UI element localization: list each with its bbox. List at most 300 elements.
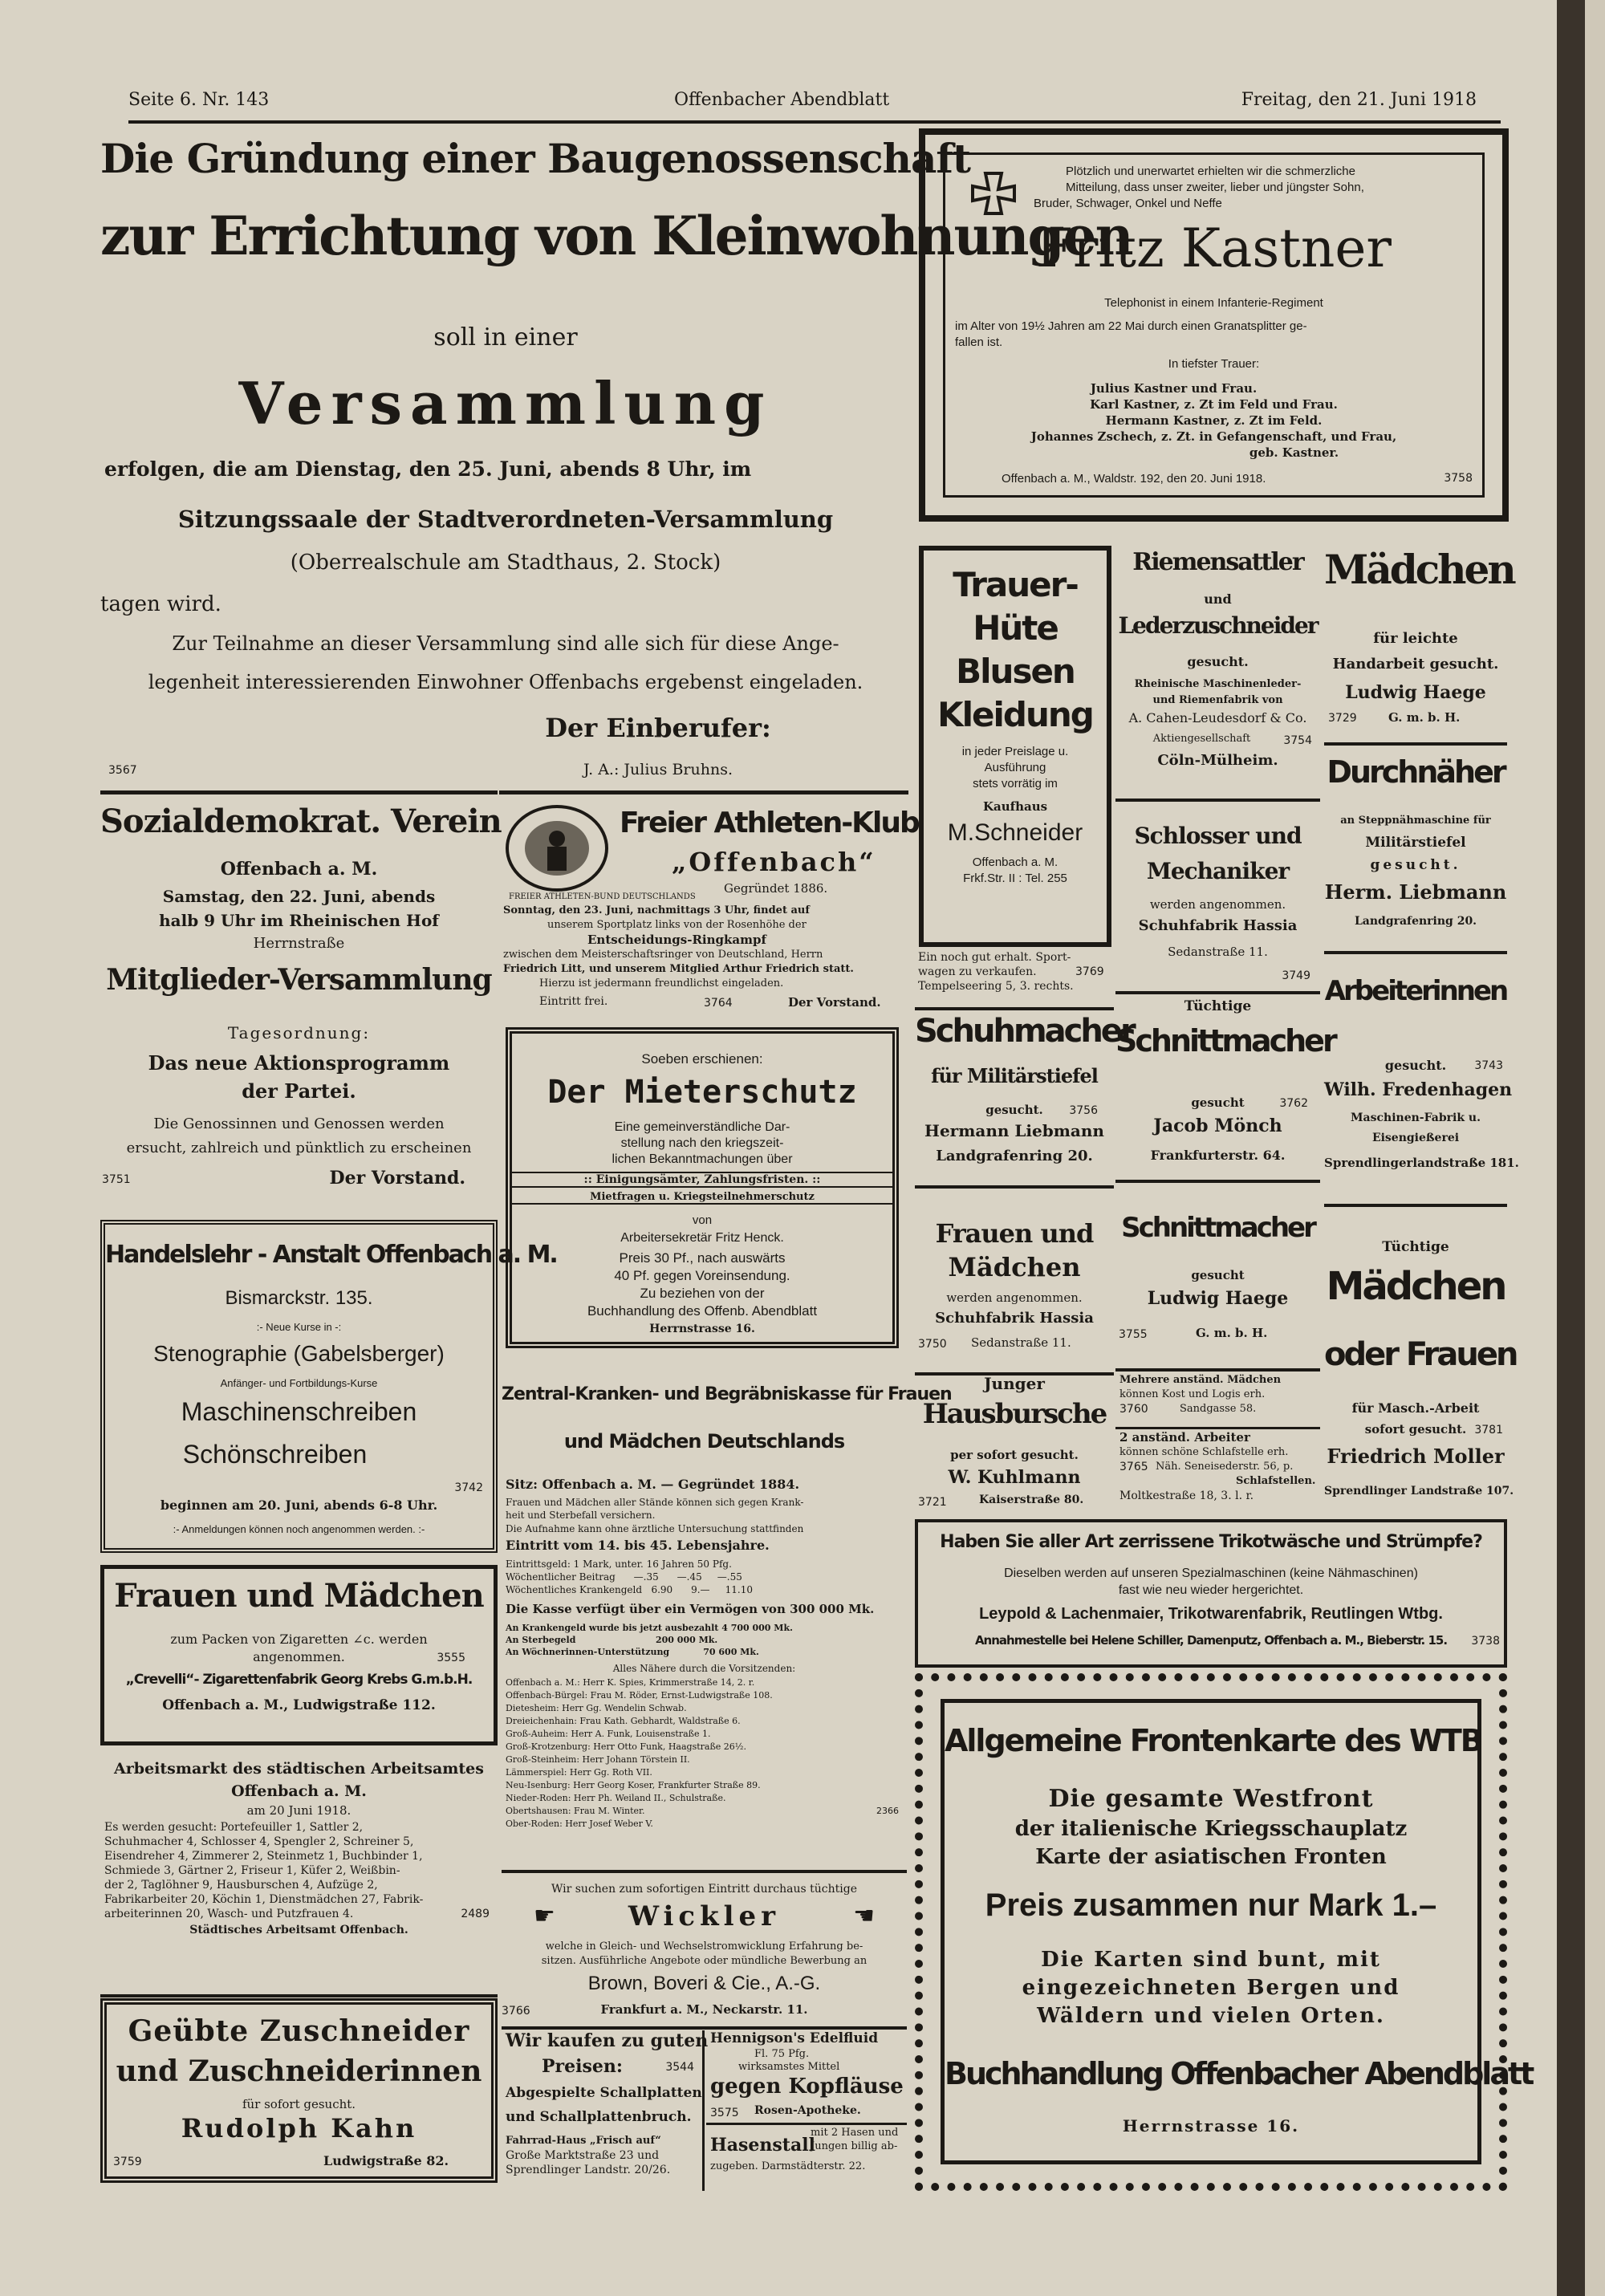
trikot-l2: fast wie neu wieder hergerichtet. — [1118, 1583, 1304, 1597]
zentral-v12: Ober-Roden: Herr Josef Weber V. — [506, 1819, 653, 1829]
schnitt2-t1: Schnittmacher — [1121, 1212, 1314, 1244]
zusch-t1: Geübte Zuschneider — [128, 2014, 470, 2048]
schlosser-t3: werden angenommen. — [1149, 897, 1286, 912]
zentral-v4: Dreieichenhain: Frau Kath. Gebhardt, Waldstraße 6. — [506, 1716, 741, 1726]
header-newspaper-name: Offenbacher Abendblatt — [674, 90, 890, 110]
schuh-t1: Schuhmacher — [915, 1013, 1134, 1050]
sport-l3: Tempelseering 5, 3. rechts. — [918, 980, 1074, 993]
zentral-v3: Dietesheim: Herr Gg. Wendelin Schwab. — [506, 1703, 687, 1713]
riemen-number: 3754 — [1283, 734, 1312, 747]
main-line9: Zur Teilnahme an dieser Versammlung sind alle sich für diese Ange- — [172, 632, 839, 655]
obit-place: Offenbach a. M., Waldstr. 192, den 20. Juni 1918. — [1002, 472, 1266, 486]
zusch-addr: Ludwigstraße 82. — [323, 2153, 449, 2168]
fm1-name: Schuhfabrik Hassia — [935, 1310, 1094, 1327]
main-line1: Die Gründung einer Baugenossenschaft — [100, 135, 970, 182]
platten-l3: Abgespielte Schallplatten — [506, 2085, 702, 2101]
schnittmacher2-ad — [1115, 1196, 1320, 1372]
zentral-number: 2366 — [876, 1806, 899, 1816]
riemen-c3: A. Cahen-Leudesdorf & Co. — [1128, 710, 1307, 725]
haus-t0: Junger — [984, 1374, 1045, 1393]
durch-t3: Militärstiefel — [1365, 835, 1466, 851]
trauer-hute-ad — [919, 546, 1111, 947]
mof-addr: Sprendlinger Landstraße 107. — [1324, 1485, 1514, 1497]
arbeit-addr: Sprendlingerlandstraße 181. — [1324, 1156, 1519, 1170]
zentral-v10: Nieder-Roden: Herr Ph. Weiland II., Schulstraße. — [506, 1793, 726, 1803]
arbeit-c1: Maschinen-Fabrik u. — [1351, 1111, 1481, 1124]
mehrere-maedchen-ad — [1115, 1372, 1320, 1429]
athleten-title: Freier Athleten-Klub — [620, 807, 919, 839]
zentral-v5: Groß-Auheim: Herr A. Funk, Louisenstraße 1. — [506, 1729, 711, 1739]
riemen-t1: Riemensattler — [1132, 548, 1303, 576]
riemen-t3: Lederzuschneider — [1118, 612, 1318, 639]
mehr-l3: Sandgasse 58. — [1180, 1403, 1257, 1415]
mof-name: Friedrich Moller — [1327, 1445, 1505, 1468]
riemensattler-ad — [1115, 542, 1320, 802]
fm2-t1: Frauen und Mädchen — [114, 1577, 484, 1615]
durch-t1: Durchnäher — [1327, 754, 1505, 790]
platten-l1: Wir kaufen zu guten — [506, 2030, 709, 2051]
kopflaeuse-ad — [706, 2030, 907, 2125]
zentral-v11: Obertshausen: Frau M. Winter. — [506, 1806, 645, 1816]
durch-t2: an Steppnähmaschine für — [1340, 815, 1491, 827]
athleten-seal-text: FREIER ATHLETEN-BUND DEUTSCHLANDS — [509, 892, 696, 901]
fm2-addr: Offenbach a. M., Ludwigstraße 112. — [162, 1697, 436, 1713]
schlosser-t2: Mechaniker — [1146, 858, 1290, 884]
frontenkarte-inner-frame — [941, 1699, 1533, 2164]
sozial-date2: halb 9 Uhr im Rheinischen Hof — [159, 911, 439, 930]
platten-l4: und Schallplattenbruch. — [506, 2109, 692, 2125]
athleten-l6: Hierzu ist jedermann freundlichst eingeladen. — [539, 977, 784, 990]
mehr-l1: Mehrere anständ. Mädchen — [1119, 1374, 1282, 1386]
trikot-annahme: Annahmestelle bei Helene Schiller, Damenputz, Offenbach a. M., Bieberstr. 15. — [974, 1633, 1448, 1648]
schuh-number: 3756 — [1069, 1104, 1098, 1117]
schlosser-addr: Sedanstraße 11. — [1168, 945, 1268, 959]
sozial-city: Offenbach a. M. — [220, 859, 378, 880]
sportwagen-ad — [915, 951, 1114, 1010]
main-line6: Sitzungssaale der Stadtverordneten-Versammlung — [177, 506, 834, 533]
markt-title: Arbeitsmarkt des städtischen Arbeitsamtes — [114, 1760, 484, 1778]
kopf-l5: Rosen-Apotheke. — [754, 2104, 861, 2117]
fm1-t1: Frauen und — [935, 1218, 1094, 1249]
wickler-ad — [502, 1878, 907, 2030]
obit-mourn: In tiefster Trauer: — [1168, 357, 1260, 371]
sozial-signature: Der Vorstand. — [329, 1168, 465, 1189]
mieter-author: Arbeitersekretär Fritz Henck. — [620, 1231, 784, 1245]
zentral-l3: Die Aufnahme kann ohne ärztliche Untersuchung stattfinden — [506, 1523, 804, 1534]
header-date: Freitag, den 21. Juni 1918 — [1241, 90, 1477, 110]
sozial-title: Sozialdemokrat. Verein — [100, 803, 502, 840]
haus-t2: per sofort gesucht. — [950, 1448, 1079, 1462]
schnitt1-number: 3762 — [1279, 1097, 1308, 1110]
arbeit-t2: gesucht. — [1384, 1058, 1447, 1073]
mof-t1: Mädchen — [1326, 1264, 1505, 1309]
obit-intro2: Mitteilung, dass unser zweiter, lieber und jüngster Sohn, — [1066, 181, 1364, 194]
schlosser-name: Schuhfabrik Hassia — [1138, 917, 1298, 934]
zentral-l4: Eintritt vom 14. bis 45. Lebensjahre. — [506, 1538, 770, 1553]
zuschneider-ad — [100, 1998, 498, 2183]
trauer-city: Offenbach a. M. — [972, 855, 1058, 869]
durch-t4: gesucht. — [1370, 857, 1461, 873]
zentral-a1: An Krankengeld wurde bis jetzt ausbezahlt 4 700 000 Mk. — [506, 1623, 793, 1633]
schlosser-ad — [1115, 807, 1320, 994]
mieter-p2: 40 Pf. gegen Voreinsendung. — [614, 1268, 790, 1283]
wickler-city: Frankfurt a. M., Neckarstr. 11. — [600, 2002, 808, 2017]
mof-t2: oder Frauen — [1324, 1336, 1517, 1373]
handel-begin: beginnen am 20. Juni, abends 6-8 Uhr. — [160, 1497, 438, 1513]
main-line8: tagen wird. — [100, 592, 221, 616]
main-line3: soll in einer — [433, 323, 578, 352]
trauer-addr: Frkf.Str. II : Tel. 255 — [963, 872, 1067, 885]
zentral-t2: und Mädchen Deutschlands — [563, 1430, 845, 1453]
riemen-c4: Aktiengesellschaft — [1152, 733, 1251, 745]
zentral-v6: Groß-Krotzenburg: Herr Otto Funk, Haagstraße 26½. — [506, 1741, 746, 1752]
riemen-t2: und — [1204, 591, 1232, 607]
fm1-number: 3750 — [918, 1338, 947, 1351]
trikot-l1: Dieselben werden auf unseren Spezialmaschinen (keine Nähmaschinen) — [1004, 1567, 1418, 1580]
mieter-d1: Eine gemeinverständliche Dar- — [614, 1120, 790, 1134]
schlaf-l5: Moltkestraße 18, 3. l. r. — [1119, 1489, 1254, 1502]
trikot-t1: Haben Sie aller Art zerrissene Trikotwäsche und Strümpfe? — [940, 1532, 1482, 1552]
hasen-t: Hasenstall — [710, 2135, 815, 2156]
trauer-s1: in jeder Preislage u. — [961, 745, 1069, 758]
sport-l1: Ein noch gut erhalt. Sport- — [918, 951, 1071, 964]
maed1-t3: Handarbeit gesucht. — [1332, 656, 1499, 673]
durchnaeher-ad — [1324, 750, 1507, 954]
hasen-l1: mit 2 Hasen und — [811, 2127, 899, 2139]
sozial-note1: Die Genossinnen und Genossen werden — [153, 1115, 445, 1132]
obit-number: 3758 — [1444, 472, 1473, 485]
markt-l1: Es werden gesucht: Portefeuiller 1, Sattler 2, — [104, 1821, 364, 1834]
arbeit-t1: Arbeiterinnen — [1324, 975, 1507, 1007]
maed1-number: 3729 — [1328, 712, 1357, 725]
trauer-s3: stets vorrätig im — [973, 777, 1058, 790]
athleten-l4: zwischen dem Meisterschaftsringer von Deutschland, Herrn — [503, 949, 823, 961]
sport-number: 3769 — [1075, 965, 1104, 978]
schnitt1-name: Jacob Mönch — [1153, 1115, 1282, 1136]
schnitt1-t1: Schnittmacher — [1115, 1023, 1335, 1059]
wickler-l1: Wir suchen zum sofortigen Eintritt durchaus tüchtige — [551, 1883, 857, 1896]
sozial-date1: Samstag, den 22. Juni, abends — [162, 887, 436, 906]
haus-t1: Hausbursche — [922, 1398, 1107, 1430]
fm1-t3: werden angenommen. — [946, 1290, 1083, 1305]
zentral-sitz: Sitz: Offenbach a. M. — Gegründet 1884. — [506, 1477, 800, 1492]
schlafstellen-ad — [1115, 1430, 1320, 1510]
front-l3: Karte der asiatischen Fronten — [1035, 1845, 1387, 1869]
athleten-l5: Friedrich Litt, und unserem Mitglied Arthur Friedrich statt. — [503, 963, 854, 975]
main-line2: zur Errichtung von Kleinwohnungen — [100, 205, 1132, 267]
obituary-inner-frame — [943, 152, 1485, 498]
header-rule — [128, 120, 1501, 124]
zentral-v9: Neu-Isenburg: Herr Georg Koser, Frankfurter Straße 89. — [506, 1780, 761, 1790]
athleten-number: 3764 — [704, 997, 733, 1010]
trikot-ad — [915, 1519, 1507, 1668]
zentral-t1: Zentral-Kranken- und Begräbniskasse für Frauen — [502, 1384, 952, 1404]
schuhmacher-ad — [915, 1013, 1134, 1189]
trauer-t3: Blusen — [956, 652, 1075, 691]
sozial-item2: der Partei. — [242, 1079, 356, 1103]
adjacent-page-edge — [1585, 0, 1605, 2296]
hasen-l2: Jungen billig ab- — [811, 2140, 898, 2152]
zentral-n: Alles Nähere durch die Vorsitzenden: — [612, 1663, 796, 1674]
kopf-l4: gegen Kopfläuse — [710, 2075, 904, 2099]
zentral-f3: Wöchentliches Krankengeld 6.90 9.— 11.10 — [506, 1584, 753, 1595]
obit-name: Fritz Kastner — [1036, 217, 1392, 279]
main-ad-number: 3567 — [108, 764, 137, 777]
athleten-l3: Entscheidungs-Ringkampf — [587, 933, 766, 947]
riemen-c2: und Riemenfabrik von — [1152, 694, 1283, 706]
obit-m4: Johannes Zschech, z. Zt. in Gefangenschaft, und Frau, — [1030, 429, 1397, 444]
schlaf-number: 3765 — [1119, 1461, 1148, 1473]
athleten-seal-icon — [503, 803, 612, 895]
schallplatten-ad — [502, 2030, 709, 2191]
handel-steno: Stenographie (Gabelsberger) — [153, 1341, 445, 1366]
markt-sig: Städtisches Arbeitsamt Offenbach. — [189, 1924, 408, 1936]
athleten-l2: unserem Sportplatz links von der Rosenhöhe der — [547, 919, 807, 931]
schlaf-l2: können schöne Schlafstelle erh. — [1119, 1446, 1289, 1458]
zusch-t2: und Zuschneiderinnen — [116, 2054, 482, 2088]
kopf-l1: Hennigson's Edelfluid — [710, 2030, 879, 2046]
riemen-t4: gesucht. — [1187, 654, 1249, 669]
mieterschutz-ad — [506, 1027, 899, 1348]
hasenstall-ad — [706, 2127, 907, 2183]
platten-l5: Fahrrad-Haus „Frisch auf“ — [506, 2135, 661, 2147]
wickler-l2: welche in Gleich- und Wechselstromwicklung Erfahrung be- — [545, 1940, 863, 1953]
markt-l5: der 2, Taglöhner 9, Hausburschen 4, Aufzüge 2, — [104, 1879, 378, 1892]
zentral-v7: Groß-Steinheim: Herr Johann Törstein II. — [506, 1754, 690, 1765]
trikot-firm: Leypold & Lachenmaier, Trikotwarenfabrik, Reutlingen Wtbg. — [979, 1605, 1443, 1623]
front-c2: eingezeichneten Bergen und — [1022, 1976, 1400, 2000]
zentral-l1: Frauen und Mädchen aller Stände können sich gegen Krank- — [506, 1497, 804, 1508]
obit-m5: geb. Kastner. — [1249, 445, 1339, 460]
hand-right-icon: ☚ — [853, 1902, 875, 1930]
platten-l6: Große Marktstraße 23 und — [506, 2149, 660, 2162]
main-line5: erfolgen, die am Dienstag, den 25. Juni, abends 8 Uhr, im — [104, 457, 752, 481]
kopf-l3: wirksamstes Mittel — [738, 2061, 840, 2073]
riemen-c1: Rheinische Maschinenleder- — [1134, 678, 1302, 690]
obit-intro3: Bruder, Schwager, Onkel und Neffe — [1034, 197, 1222, 210]
obituary-ad — [919, 128, 1509, 522]
trauer-t4: Kleidung — [937, 695, 1093, 734]
wickler-l3: sitzen. Ausführliche Angebote oder mündliche Bewerbung an — [541, 1955, 868, 1967]
schnitt1-addr: Frankfurterstr. 64. — [1150, 1148, 1286, 1163]
mieter-b2: Mietfragen u. Kriegsteilnehmerschutz — [512, 1191, 892, 1205]
handel-number: 3742 — [454, 1481, 483, 1494]
kopf-l2: Fl. 75 Pfg. — [754, 2048, 810, 2060]
mof-t0: Tüchtige — [1382, 1239, 1449, 1255]
fm1-t2: Mädchen — [948, 1252, 1081, 1282]
schuh-t2: für Militärstiefel — [931, 1064, 1098, 1087]
schnitt1-t0: Tüchtige — [1184, 998, 1252, 1014]
kopf-number: 3575 — [710, 2107, 739, 2119]
schlosser-t1: Schlosser und — [1134, 823, 1302, 849]
markt-l3: Eisendreher 4, Zimmerer 2, Steinmetz 1, Buchbinder 1, — [104, 1850, 423, 1863]
markt-l4: Schmiede 3, Gärtner 2, Friseur 1, Küfer 2, Weißbin- — [104, 1864, 400, 1877]
schlaf-l4: Schlafstellen. — [1236, 1475, 1316, 1487]
hand-left-icon: ☛ — [534, 1902, 555, 1930]
trauer-t2: Hüte — [973, 608, 1058, 648]
haus-name: W. Kuhlmann — [948, 1467, 1081, 1488]
mieter-top: Soeben erschienen: — [641, 1051, 763, 1067]
main-line4: Versammlung — [238, 369, 773, 437]
zusch-t3: für sofort gesucht. — [242, 2097, 356, 2111]
mieter-von: von — [692, 1213, 713, 1227]
maed1-t2: für leichte — [1373, 630, 1458, 647]
schuh-addr: Landgrafenring 20. — [936, 1148, 1093, 1164]
schnitt2-co: G. m. b. H. — [1196, 1326, 1268, 1340]
maedchen-handarbeit-ad — [1324, 542, 1514, 746]
maedchen-oder-frauen-ad — [1324, 1220, 1517, 1509]
mieter-d2: stellung nach den kriegszeit- — [620, 1136, 784, 1150]
maed1-name: Ludwig Haege — [1345, 682, 1486, 703]
zentral-l2: heit und Sterbefall versichern. — [506, 1510, 656, 1521]
athleten-founded: Gegründet 1886. — [724, 881, 828, 896]
main-line10: legenheit interessierenden Einwohner Offenbachs ergebenst eingeladen. — [148, 671, 863, 693]
sozial-agenda: Tagesordnung: — [227, 1023, 371, 1042]
riemen-city: Cöln-Mülheim. — [1157, 752, 1278, 769]
mieter-title: Der Mieterschutz — [547, 1074, 857, 1111]
frauen-maedchen-hassia-ad — [915, 1204, 1114, 1376]
mieter-p1: Preis 30 Pf., nach auswärts — [619, 1250, 786, 1266]
sport-l2: wagen zu verkaufen. — [918, 965, 1037, 978]
page-header — [120, 90, 1485, 114]
mehr-l2: können Kost und Logis erh. — [1119, 1388, 1266, 1400]
athleten-klub-ad — [499, 790, 919, 1023]
handel-addr: Bismarckstr. 135. — [225, 1287, 373, 1309]
main-signer: Der Einberufer: — [545, 713, 771, 743]
durch-addr: Landgrafenring 20. — [1354, 915, 1477, 928]
markt-date: am 20 Juni 1918. — [246, 1803, 351, 1818]
athleten-l1: Sonntag, den 23. Juni, nachmittags 3 Uhr, findet auf — [503, 904, 810, 916]
sozial-item1: Das neue Aktionsprogramm — [148, 1051, 450, 1075]
frauen-maedchen-crevelli-ad — [100, 1565, 498, 1745]
zusch-name: Rudolph Kahn — [181, 2113, 417, 2144]
mieter-b1: :: Einigungsämter, Zahlungsfristen. :: — [512, 1172, 892, 1188]
frontenkarte-ad — [915, 1673, 1533, 2191]
haus-number: 3721 — [918, 1496, 947, 1509]
handel-kurse: :- Neue Kurse in -: — [256, 1321, 342, 1333]
front-title: Allgemeine Frontenkarte des WTB — [945, 1723, 1482, 1758]
trikot-number: 3738 — [1471, 1635, 1500, 1648]
schuh-t3: gesucht. — [985, 1103, 1043, 1117]
handel-masch: Maschinenschreiben — [181, 1397, 417, 1426]
sozial-number: 3751 — [102, 1173, 131, 1186]
zentral-a3: An Wöchnerinnen-Unterstützung 70 600 Mk. — [506, 1647, 759, 1657]
arbeit-name: Wilh. Fredenhagen — [1324, 1079, 1513, 1100]
schnitt2-name: Ludwig Haege — [1147, 1288, 1289, 1309]
front-l1: Die gesamte Westfront — [1048, 1785, 1374, 1813]
header-page-number: Seite 6. Nr. 143 — [128, 90, 270, 110]
obit-m1: Julius Kastner und Frau. — [1090, 381, 1258, 396]
arbeitsmarkt-ad — [100, 1753, 498, 1997]
schnitt2-t2: gesucht — [1191, 1268, 1245, 1282]
arbeit-number: 3743 — [1474, 1059, 1503, 1072]
sozial-note2: ersucht, zahlreich und pünktlich zu erscheinen — [126, 1140, 472, 1156]
wickler-number: 3766 — [502, 2005, 530, 2018]
zentral-f2: Wöchentlicher Beitrag —.35 —.45 —.55 — [506, 1571, 742, 1583]
zentral-f1: Eintrittsgeld: 1 Mark, unter. 16 Jahren 50 Pfg. — [506, 1558, 732, 1570]
zusch-number: 3759 — [113, 2156, 142, 2168]
front-addr: Herrnstrasse 16. — [1122, 2116, 1300, 2135]
markt-number: 2489 — [461, 1908, 490, 1920]
fm2-l1: zum Packen von Zigaretten ∠c. werden — [170, 1632, 428, 1647]
obit-m3: Hermann Kastner, z. Zt im Feld. — [1105, 413, 1323, 428]
mieter-p4: Buchhandlung des Offenb. Abendblatt — [587, 1303, 818, 1319]
front-price: Preis zusammen nur Mark 1.– — [985, 1888, 1437, 1923]
handel-title: Handelslehr - Anstalt Offenbach a. M. — [105, 1241, 557, 1269]
trauer-shop: M.Schneider — [947, 819, 1083, 846]
schnitt2-number: 3755 — [1119, 1328, 1148, 1341]
haus-addr: Kaiserstraße 80. — [979, 1493, 1084, 1506]
trauer-t1: Trauer- — [953, 565, 1078, 604]
hasen-l3: zugeben. Darmstädterstr. 22. — [710, 2160, 866, 2172]
schlosser-number: 3749 — [1282, 969, 1310, 982]
schuh-name: Hermann Liebmann — [924, 1121, 1104, 1140]
fm1-addr: Sedanstraße 11. — [971, 1335, 1071, 1350]
mehr-number: 3760 — [1119, 1403, 1148, 1416]
sozial-verein-ad — [100, 790, 502, 1208]
maed1-co: G. m. b. H. — [1388, 710, 1461, 725]
mof-number: 3781 — [1474, 1424, 1503, 1437]
handel-schoen: Schönschreiben — [182, 1440, 368, 1469]
athleten-fee: Eintritt frei. — [539, 995, 608, 1008]
obit-age2: fallen ist. — [955, 335, 1003, 349]
markt-l6: Fabrikarbeiter 20, Köchin 1, Dienstmädchen 27, Fabrik- — [104, 1893, 424, 1906]
schnitt1-t2: gesucht — [1191, 1095, 1245, 1110]
fm2-l2: angenommen. — [253, 1649, 345, 1664]
mieter-p5: Herrnstrasse 16. — [649, 1323, 755, 1335]
platten-l7: Sprendlinger Landstr. 20/26. — [506, 2164, 671, 2176]
athleten-signature: Der Vorstand. — [788, 995, 881, 1010]
fm2-firm: „Crevelli“- Zigarettenfabrik Georg Krebs G.m.b.H. — [125, 1672, 473, 1688]
zentral-a2: An Sterbegeld 200 000 Mk. — [506, 1635, 718, 1645]
schnittmacher1-ad — [1115, 995, 1335, 1183]
obit-intro1: Plötzlich und unerwartet erhielten wir die schmerzliche — [1066, 165, 1355, 178]
obit-m2: Karl Kastner, z. Zt im Feld und Frau. — [1090, 397, 1338, 412]
markt-city: Offenbach a. M. — [231, 1782, 367, 1800]
handel-anm: :- Anmeldungen können noch angenommen werden. :- — [173, 1523, 425, 1535]
zentral-v: Die Kasse verfügt über ein Vermögen von 300 000 Mk. — [506, 1602, 875, 1616]
wickler-firm: Brown, Boveri & Cie., A.-G. — [587, 1973, 821, 1994]
main-signer-name: J. A.: Julius Bruhns. — [583, 761, 733, 778]
obit-age1: im Alter von 19½ Jahren am 22 Mai durch einen Granatsplitter ge- — [955, 319, 1307, 333]
schlaf-l3: Näh. Seneisederstr. 56, p. — [1156, 1461, 1294, 1473]
front-l2: der italienische Kriegsschauplatz — [1014, 1817, 1408, 1841]
mieter-p3: Zu beziehen von der — [640, 1286, 765, 1301]
mof-t4: sofort gesucht. — [1364, 1422, 1467, 1437]
markt-l2: Schuhmacher 4, Schlosser 4, Spengler 2, Schreiner 5, — [104, 1835, 414, 1848]
sozial-street: Herrnstraße — [253, 935, 345, 952]
arbeit-c2: Eisengießerei — [1371, 1132, 1460, 1144]
obit-role: Telephonist in einem Infanterie-Regiment — [1104, 296, 1323, 310]
durch-name: Herm. Liebmann — [1324, 880, 1507, 904]
zentral-v2: Offenbach-Bürgel: Frau M. Röder, Ernst-Ludwigstraße 108. — [506, 1690, 773, 1701]
platten-l2: Preisen: — [542, 2056, 623, 2077]
front-c1: Die Karten sind bunt, mit — [1041, 1948, 1381, 1972]
zentral-v1: Offenbach a. M.: Herr K. Spies, Krimmerstraße 14, 2. r. — [506, 1677, 755, 1688]
front-c3: Wäldern und vielen Orten. — [1037, 2004, 1385, 2028]
schlaf-l1: 2 anständ. Arbeiter — [1119, 1430, 1250, 1445]
markt-l7: arbeiterinnen 20, Wasch- und Putzfrauen 4. — [104, 1908, 354, 1920]
handelslehr-ad — [100, 1220, 557, 1553]
wickler-title: Wickler — [628, 1900, 781, 1932]
front-shop: Buchhandlung Offenbacher Abendblatt — [945, 2056, 1533, 2091]
platten-number: 3544 — [665, 2061, 694, 2074]
mof-t3: für Masch.-Arbeit — [1351, 1400, 1480, 1416]
zentral-v8: Lämmerspiel: Herr Gg. Roth VII. — [506, 1767, 652, 1778]
mieter-d3: lichen Bekanntmachungen über — [612, 1152, 793, 1166]
athleten-name: „Offenbach“ — [672, 847, 876, 877]
handel-steno-sub: Anfänger- und Fortbildungs-Kurse — [220, 1377, 378, 1389]
